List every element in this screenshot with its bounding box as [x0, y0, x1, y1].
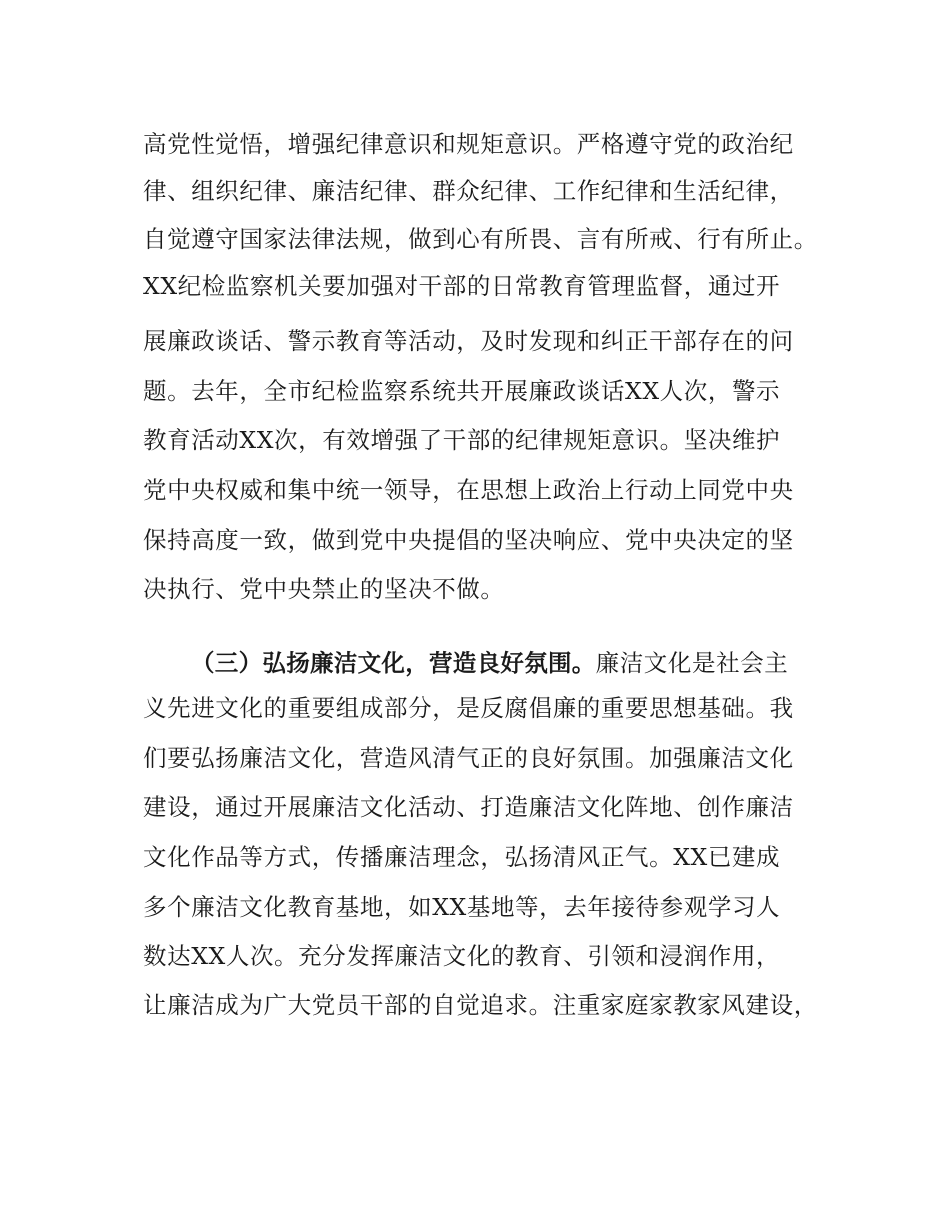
body-text-line: 题。去年，全市纪检监察系统共开展廉政谈话XX人次，警示: [143, 377, 781, 405]
section-heading-line: [191, 648, 788, 678]
body-text-line: 数达XX人次。充分发挥廉洁文化的教育、引领和浸润作用，: [143, 942, 781, 970]
body-text-line: 让廉洁成为广大党员干部的自觉追求。注重家庭家教家风建设，: [143, 991, 818, 1019]
body-text-line: 文化作品等方式，传播廉洁理念，弘扬清风正气。XX已建成: [143, 843, 781, 871]
body-text-line: 党中央权威和集中统一领导，在思想上政治上行动上同党中央: [143, 476, 794, 504]
body-text-line: 义先进文化的重要组成部分，是反腐倡廉的重要思想基础。我: [143, 694, 794, 722]
body-text-line: 自觉遵守国家法律法规，做到心有所畏、言有所戒、行有所止。: [143, 225, 818, 253]
body-text-line: 教育活动XX次，有效增强了干部的纪律规矩意识。坚决维护: [143, 426, 781, 454]
body-text-line: 保持高度一致，做到党中央提倡的坚决响应、党中央决定的坚: [143, 526, 794, 554]
body-text-line: 多个廉洁文化教育基地，如XX基地等，去年接待参观学习人: [143, 893, 781, 921]
body-text-line: 决执行、党中央禁止的坚决不做。: [143, 575, 505, 603]
body-text-line: 建设，通过开展廉洁文化活动、打造廉洁文化阵地、创作廉洁: [143, 793, 794, 821]
body-text-line: 展廉政谈话、警示教育等活动，及时发现和纠正干部存在的问: [143, 327, 794, 355]
body-text-line: 高党性觉悟，增强纪律意识和规矩意识。严格遵守党的政治纪: [143, 130, 794, 158]
body-text-line: 们要弘扬廉洁文化，营造风清气正的良好氛围。加强廉洁文化: [143, 744, 794, 772]
body-text-line: XX纪检监察机关要加强对干部的日常教育管理监督，通过开: [143, 272, 781, 300]
section-heading: （三）弘扬廉洁文化，营造良好氛围。: [191, 649, 596, 677]
body-text-line: 律、组织纪律、廉洁纪律、群众纪律、工作纪律和生活纪律，: [143, 177, 794, 205]
body-text-run: 廉洁文化是社会主: [595, 649, 789, 677]
